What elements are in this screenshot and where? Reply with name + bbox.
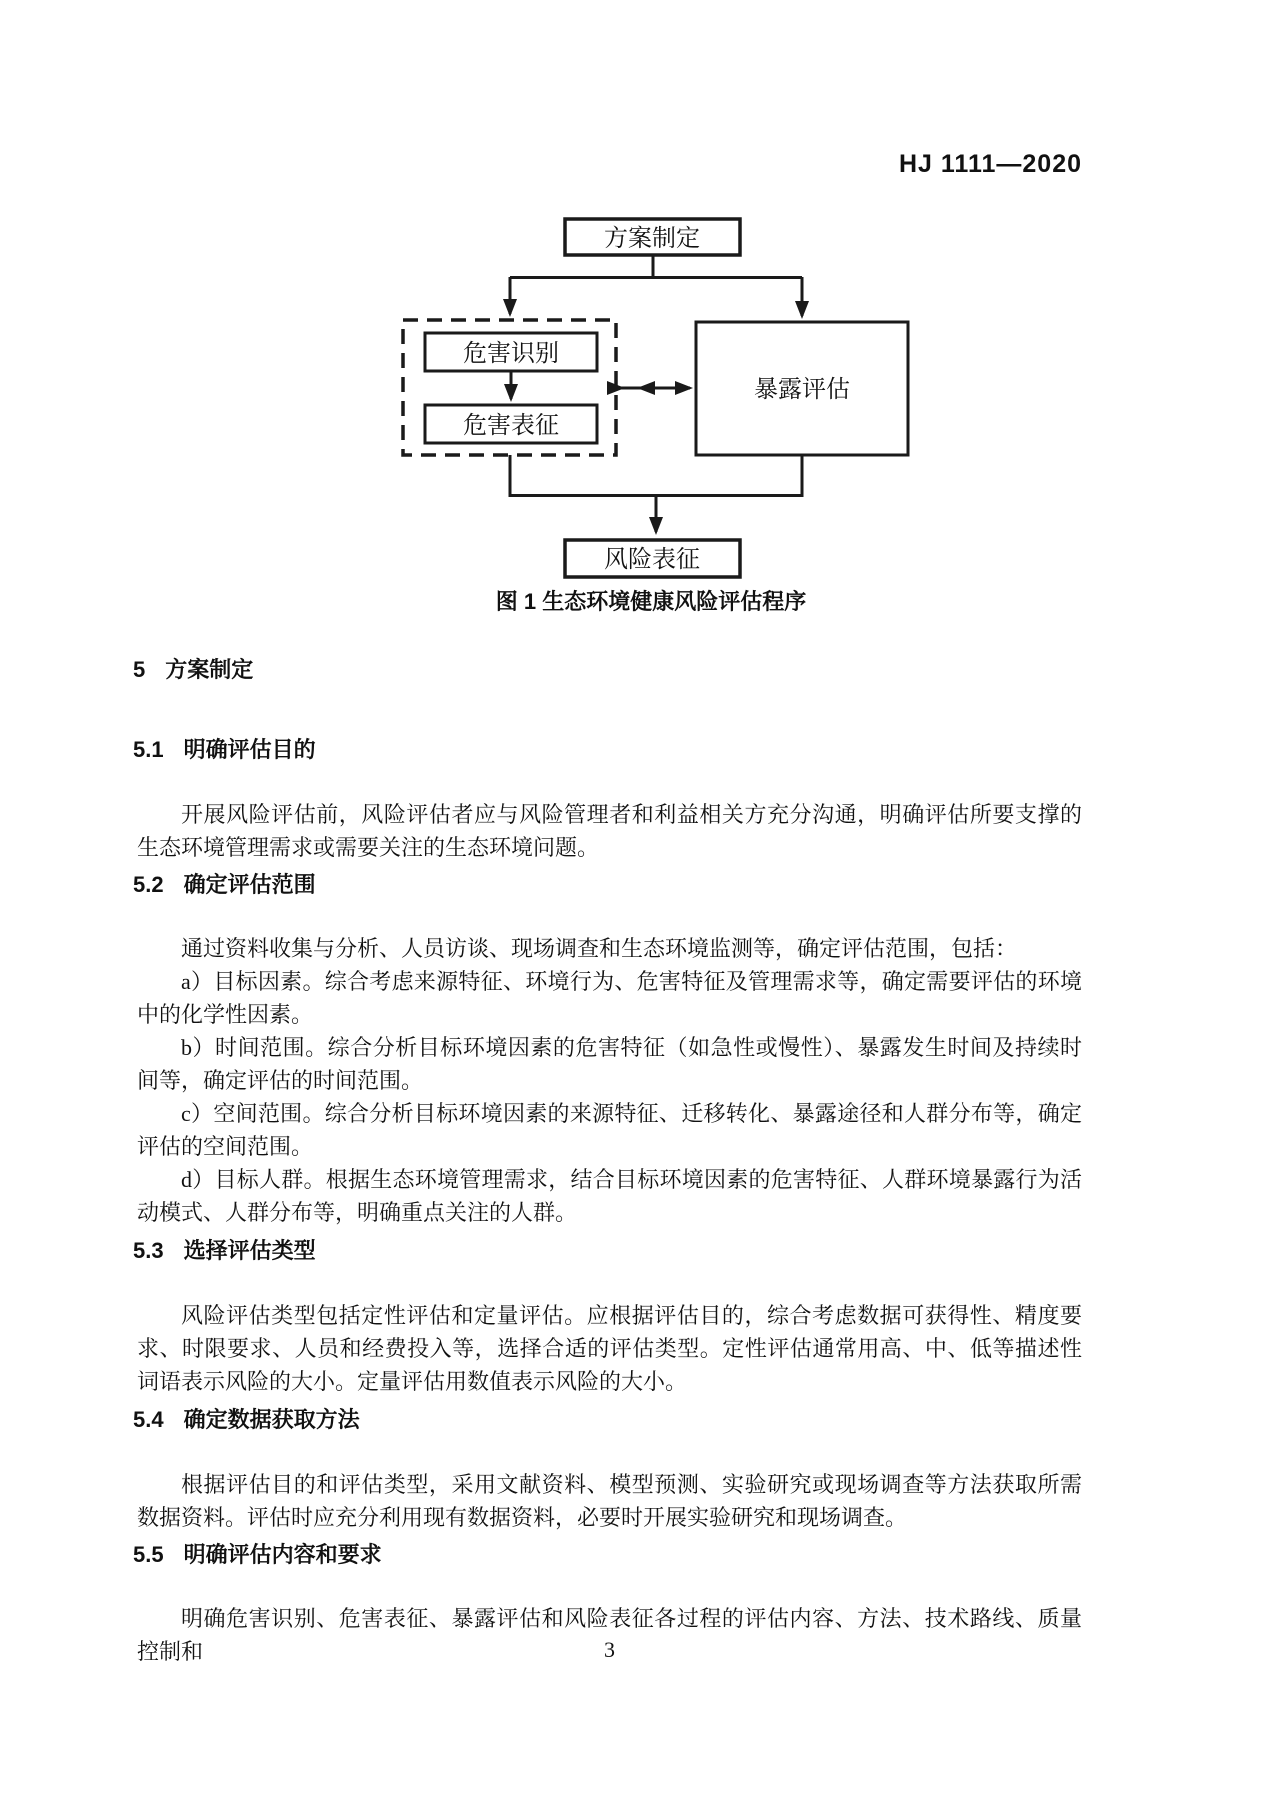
- paragraph-5-2-item-c: c）空间范围。综合分析目标环境因素的来源特征、迁移转化、暴露途径和人群分布等，确定评估的空间范围。: [137, 1101, 1082, 1159]
- heading-5-5-title: 明确评估内容和要求: [183, 1542, 382, 1567]
- heading-5-3: [133, 1237, 1082, 1265]
- heading-5-number: 5: [133, 657, 146, 682]
- paragraph-5-2-item-a: a）目标因素。综合考虑来源特征、环境行为、危害特征及管理需求等，确定需要评估的环境中的化学性因素。: [137, 969, 1082, 1027]
- heading-5-5-number: 5.5: [133, 1542, 164, 1567]
- heading-5-1-title: 明确评估目的: [183, 737, 316, 762]
- node-risk-label: 风险表征: [604, 547, 700, 573]
- heading-5-1-number: 5.1: [133, 737, 164, 762]
- paragraph-5-3: 风险评估类型包括定性评估和定量评估。应根据评估目的，综合考虑数据可获得性、精度要求、时限要求、人员和经费投入等，选择合适的评估类型。定性评估通常用高、中、低等描述性词语表示风险的大小。定量评估用数值表示风险的大小。: [137, 1303, 1082, 1394]
- paragraph-5-2-item-d: d）目标人群。根据生态环境管理需求，结合目标环境因素的危害特征、人群环境暴露行为活动模式、人群分布等，明确重点关注的人群。: [137, 1167, 1082, 1225]
- heading-5: [133, 656, 1082, 684]
- heading-5-4: [133, 1406, 1082, 1434]
- paragraph-5-5: 明确危害识别、危害表征、暴露评估和风险表征各过程的评估内容、方法、技术路线、质量控制和: [137, 1606, 1082, 1664]
- heading-5-2: [133, 871, 1082, 899]
- heading-5-4-number: 5.4: [133, 1407, 164, 1432]
- node-plan-label: 方案制定: [604, 226, 700, 252]
- heading-5-title: 方案制定: [165, 657, 254, 682]
- heading-5-4-title: 确定数据获取方法: [183, 1407, 360, 1432]
- paragraph-5-2-intro: 通过资料收集与分析、人员访谈、现场调查和生态环境监测等，确定评估范围，包括：: [181, 936, 1018, 961]
- paragraph-5-4: 根据评估目的和评估类型，采用文献资料、模型预测、实验研究或现场调查等方法获取所需数据资料。评估时应充分利用现有数据资料，必要时开展实验研究和现场调查。: [137, 1472, 1082, 1530]
- paragraph-5-1: 开展风险评估前，风险评估者应与风险管理者和利益相关方充分沟通，明确评估所要支撑的生态环境管理需求或需要关注的生态环境问题。: [137, 802, 1082, 860]
- heading-5-3-title: 选择评估类型: [183, 1238, 316, 1263]
- paragraph-5-2-item-b: b）时间范围。综合分析目标环境因素的危害特征（如急性或慢性）、暴露发生时间及持续时间等，确定评估的时间范围。: [137, 1035, 1082, 1093]
- heading-5-5: [133, 1541, 1082, 1569]
- figure-caption: 图 1 生态环境健康风险评估程序: [495, 589, 807, 614]
- figure-flowchart: [340, 200, 940, 600]
- heading-5-2-title: 确定评估范围: [183, 872, 316, 897]
- page-number: 3: [604, 1637, 615, 1662]
- heading-5-1: [133, 736, 1082, 764]
- heading-5-3-number: 5.3: [133, 1238, 164, 1263]
- node-exposure-label: 暴露评估: [754, 377, 850, 403]
- node-hazard-identification-label: 危害识别: [463, 341, 559, 367]
- standard-number: HJ 1111—2020: [899, 150, 1082, 178]
- node-hazard-characterization-label: 危害表征: [463, 413, 559, 439]
- heading-5-2-number: 5.2: [133, 872, 164, 897]
